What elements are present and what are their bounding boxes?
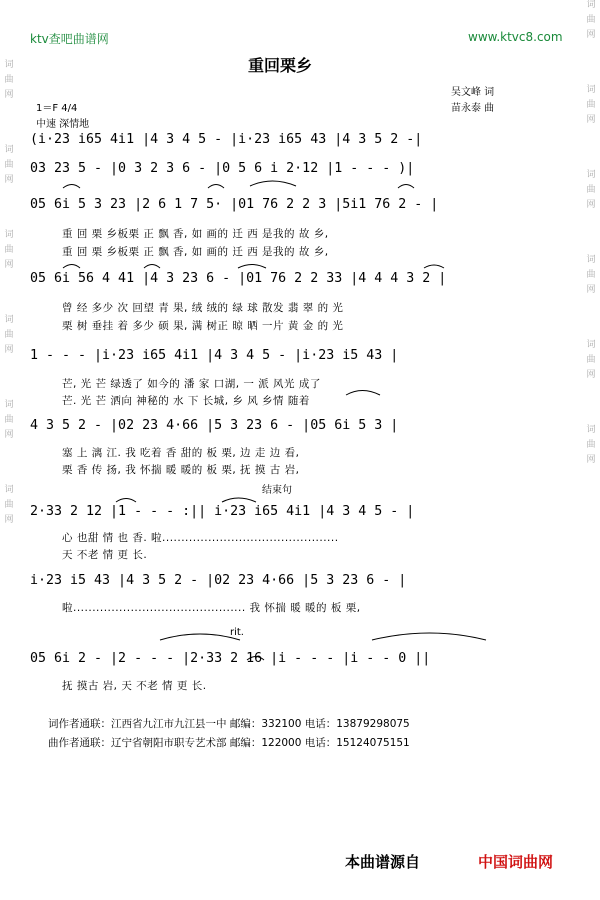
lyrics-row-9: 抚 摸古 岩, 天 不老 情 更 长. [62,680,207,692]
lyrics-row-5-verse-2: 芒. 光 芒 洒向 神秘的 水 下 长城, 乡 风 乡情 随着 [62,395,310,407]
score-row-3: 05 6i 5 3 23 |2 6 1 7 5· |01 76 2 2 3 |5i1 76 2 - | [30,197,439,212]
site-url-right[interactable]: www.ktvc8.com [468,30,563,44]
lyrics-row-3-verse-2: 重 回 栗 乡板栗 正 飘 香, 如 画的 迁 西 是我的 故 乡, [62,246,329,258]
source-site-link[interactable]: 中国词曲网 [478,853,554,871]
composer-credit: 苗永泰 曲 [451,103,495,114]
lyricist-contact: 词作者通联：江西省九江市九江县一中 邮编：332100 电话：13879298075 [48,718,410,730]
tempo-marking: 中速 深情地 [36,119,90,130]
score-row-4: 05 6i 56 4 41 |4 3 23 6 - |01 76 2 2 33 |4 4 4 3 2 | [30,271,447,286]
lyrics-row-4-verse-1: 曾 经 多少 次 回望 青 果, 绒 绒的 绿 球 散发 翡 翠 的 光 [62,302,344,314]
lyrics-row-7-verse-2: 天 不老 情 更 长. [62,549,148,561]
composer-contact: 曲作者通联：辽宁省朝阳市职专艺术部 邮编：122000 电话：15124075151 [48,737,410,749]
score-row-7: 2·33 2 12 |1 - - - :|| i·23 i65 4i1 |4 3 4 5 - | [30,504,415,519]
lyrics-row-4-verse-2: 栗 树 垂挂 着 多少 硕 果, 满 树正 晾 晒 一片 黄 金 的 光 [62,320,344,332]
rit-marking: rit. [230,627,244,638]
score-row-intro-2: 03 23 5 - |0 3 2 3 6 - |0 5 6 i 2·12 |1 - - - )| [30,161,415,176]
lyrics-row-7-verse-1: 心 也甜 情 也 香. 啦.............................................. [62,532,339,544]
score-row-5: 1 - - - |i·23 i65 4i1 |4 3 4 5 - |i·23 i5 43 | [30,348,399,363]
score-row-6: 4 3 5 2 - |02 23 4·66 |5 3 23 6 - |05 6i 5 3 | [30,418,399,433]
score-row-8: i·23 i5 43 |4 3 5 2 - |02 23 4·66 |5 3 23 6 - | [30,573,407,588]
site-logo-left[interactable]: ktv查吧曲谱网 [30,32,109,46]
lyrics-row-3-verse-1: 重 回 栗 乡板栗 正 飘 香, 如 画的 迁 西 是我的 故 乡, [62,228,329,240]
lyrics-row-6-verse-2: 栗 香 传 扬, 我 怀揣 暖 暖的 板 栗, 抚 摸 古 岩, [62,464,300,476]
page-title: 重回栗乡 [247,56,312,75]
lyricist-credit: 吴文峰 词 [451,87,495,98]
lyrics-row-8: 啦............................................. 我 怀揣 暖 暖的 板 栗, [62,602,361,614]
lyrics-row-6-verse-1: 塞 上 漓 江. 我 吃着 香 甜的 板 栗, 边 走 边 看, [62,447,300,459]
ending-label: 结束句 [262,485,292,496]
side-watermark-left: 词 曲 网 词 曲 网 词 曲 网 词 曲 网 词 曲 网 词 曲 网 [4,60,14,525]
lyrics-row-5-verse-1: 芒, 光 芒 绿透了 如今的 潘 家 口湖, 一 派 风光 成了 [62,378,321,390]
key-signature: 1＝F 4/4 [36,103,78,114]
score-row-intro-1: (i·23 i65 4i1 |4 3 4 5 - |i·23 i65 43 |4 3 5 2 -| [30,132,423,147]
source-label: 本曲谱源自 [345,853,421,871]
score-row-9: 05 6i 2 - |2 - - - |2·33 2 16 |i - - - |i - - 0 || [30,651,431,666]
side-watermark-right: 词 曲 网 词 曲 网 词 曲 网 词 曲 网 词 曲 网 词 曲 网 [586,0,596,465]
